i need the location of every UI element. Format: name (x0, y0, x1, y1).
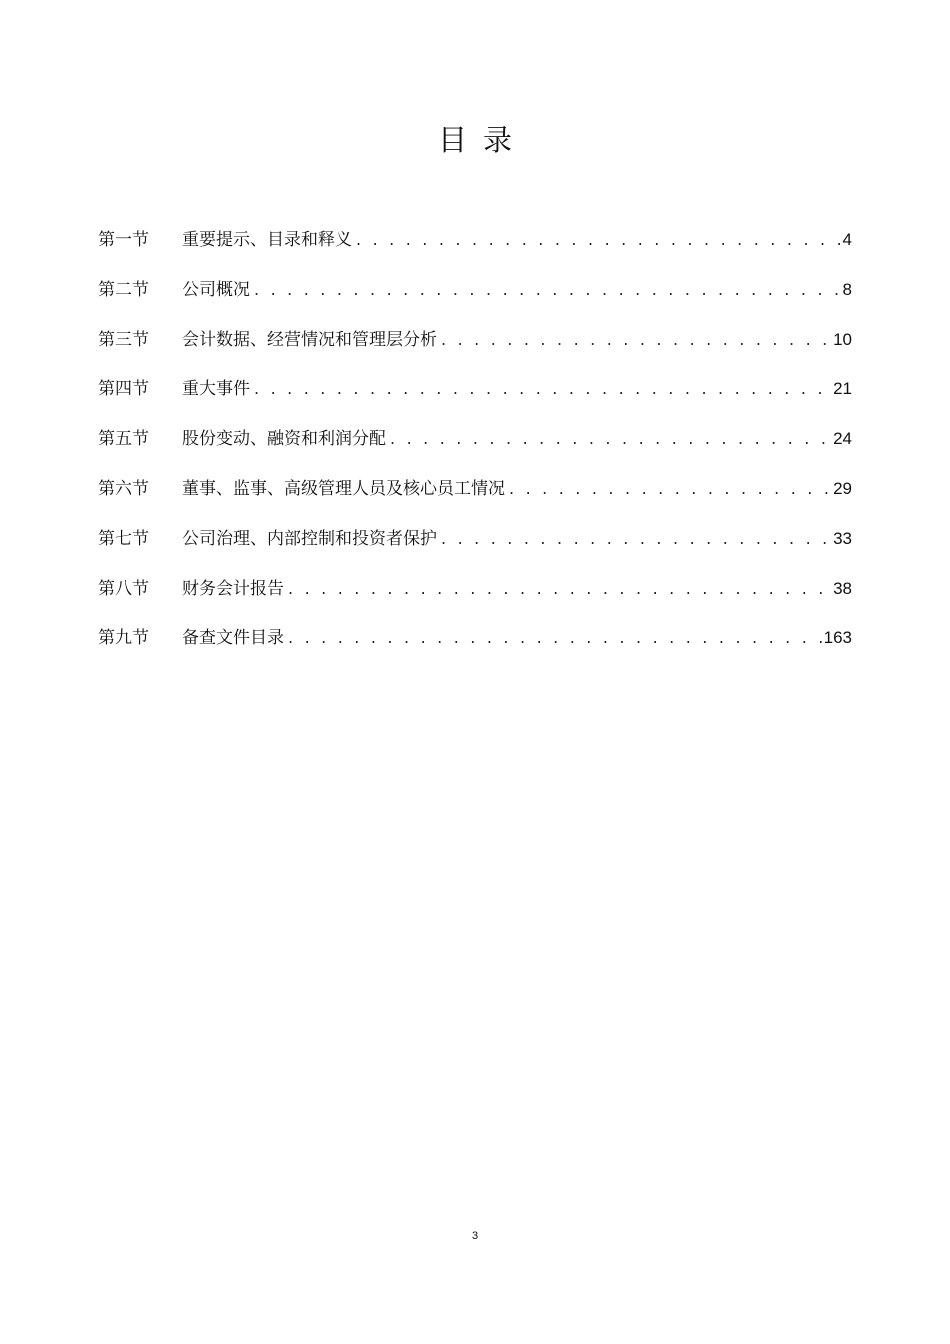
toc-entry-1[interactable] (98, 226, 852, 276)
toc-page-number: 24 (833, 429, 852, 449)
toc-section-title: 公司概况 (182, 279, 250, 300)
toc-entry-5[interactable] (98, 425, 852, 475)
table-of-contents (98, 226, 852, 674)
toc-entry-8[interactable] (98, 575, 852, 625)
toc-dot-leader (441, 326, 831, 354)
toc-section-number: 第七节 (98, 528, 149, 549)
toc-section-title: 会计数据、经营情况和管理层分析 (182, 329, 437, 350)
toc-dot-leader (509, 475, 831, 503)
toc-dot-leader (288, 624, 822, 652)
toc-entry-7[interactable] (98, 525, 852, 575)
toc-section-title: 公司治理、内部控制和投资者保护 (182, 528, 437, 549)
toc-page-number: 4 (842, 230, 852, 249)
toc-section-number: 第九节 (98, 628, 149, 649)
toc-section-title: 重要提示、目录和释义 (182, 230, 352, 250)
toc-section-number: 第五节 (98, 429, 149, 450)
toc-page-number: 10 (833, 329, 852, 349)
footer-page-number: 3 (471, 1230, 479, 1242)
toc-page-number: 21 (833, 379, 852, 399)
toc-dot-leader (356, 226, 841, 254)
toc-section-number: 第四节 (98, 379, 149, 400)
toc-entry-9[interactable] (98, 624, 852, 674)
toc-page-number: 163 (823, 628, 852, 648)
toc-dot-leader (254, 375, 831, 403)
toc-section-title: 董事、监事、高级管理人员及核心员工情况 (182, 478, 505, 499)
toc-entry-6[interactable] (98, 475, 852, 525)
toc-page-number: 8 (842, 279, 852, 299)
toc-dot-leader (390, 425, 831, 453)
toc-page-number: 29 (833, 478, 852, 498)
toc-section-number: 第三节 (98, 329, 149, 350)
toc-section-number: 第六节 (98, 478, 149, 499)
toc-dot-leader (288, 575, 831, 603)
toc-section-number: 第二节 (98, 279, 149, 300)
toc-section-title: 备查文件目录 (182, 628, 284, 649)
toc-entry-3[interactable] (98, 326, 852, 376)
toc-dot-leader (254, 276, 841, 304)
toc-section-title: 股份变动、融资和利润分配 (182, 429, 386, 450)
toc-section-number: 第一节 (98, 230, 149, 250)
toc-page-number: 33 (833, 528, 852, 548)
page-title: 目录 (437, 123, 528, 157)
toc-dot-leader (441, 525, 831, 553)
toc-page-number: 38 (833, 578, 852, 598)
toc-section-number: 第八节 (98, 578, 149, 599)
toc-section-title: 财务会计报告 (182, 578, 284, 599)
toc-entry-2[interactable] (98, 276, 852, 326)
toc-section-title: 重大事件 (182, 379, 250, 400)
toc-entry-4[interactable] (98, 375, 852, 425)
